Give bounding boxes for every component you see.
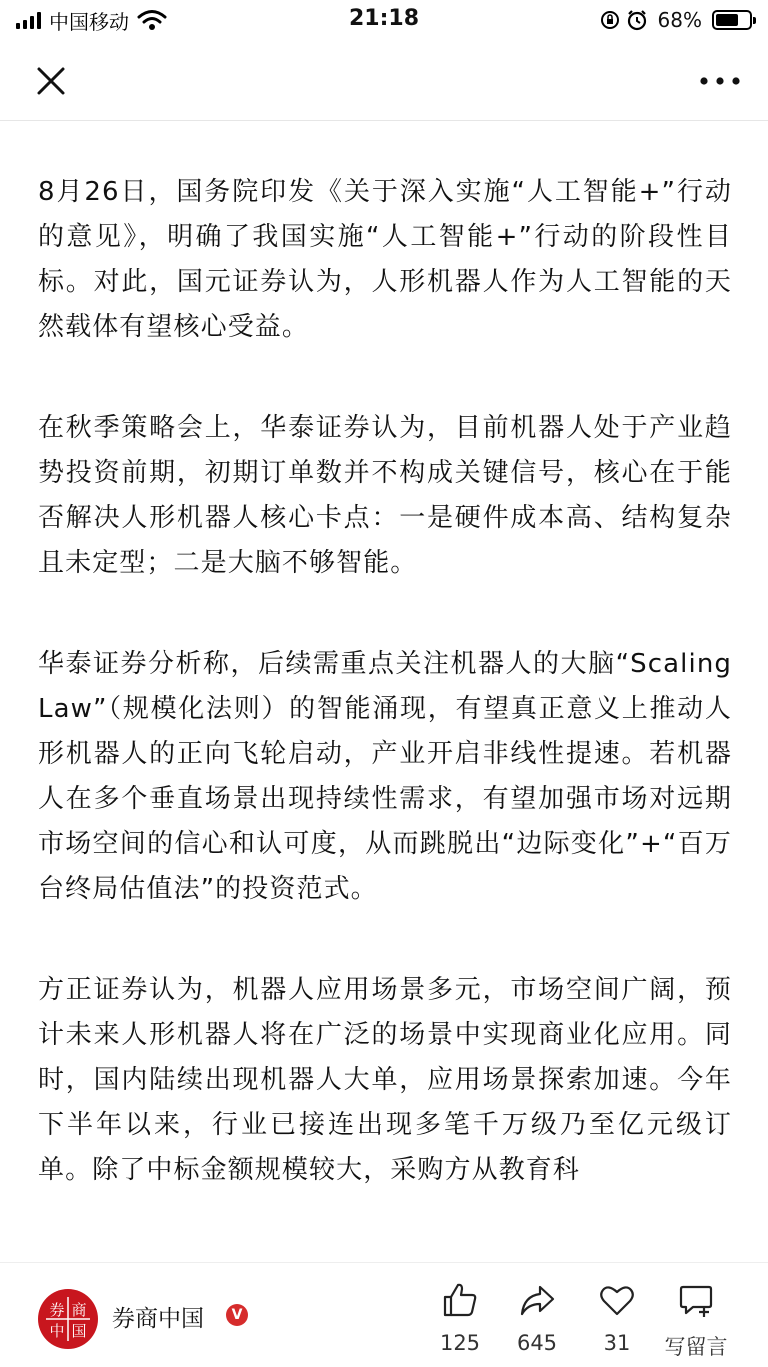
comment-button[interactable] (656, 1281, 736, 1361)
account-name[interactable]: 券商中国 (112, 1306, 204, 1332)
heart-icon (598, 1281, 636, 1319)
share-icon (518, 1281, 556, 1319)
article-paragraph: 8月26日，国务院印发《关于深入实施“人工智能+”行动的意见》，明确了我国实施“人工智能+”行动的阶段性目标。对此，国元证券认为，人形机器人作为人工智能的天然载体有望核心受益。 (38, 177, 732, 342)
battery-icon (712, 10, 752, 30)
rotation-lock-icon (600, 10, 620, 30)
close-icon[interactable] (28, 58, 74, 104)
share-button[interactable] (497, 1281, 577, 1355)
like-count: 125 (439, 1331, 481, 1355)
bottom-bar (0, 1262, 768, 1367)
status-bar (0, 0, 768, 40)
comment-label: 写留言 (664, 1335, 728, 1359)
favorite-count: 31 (603, 1331, 631, 1355)
status-time: 21:18 (348, 6, 420, 31)
article-body (38, 170, 732, 1249)
more-icon[interactable] (696, 58, 744, 104)
like-button[interactable] (420, 1281, 500, 1355)
svg-text:中: 中 (49, 1322, 65, 1340)
battery-percent: 68% (657, 8, 702, 32)
article-paragraph: 在秋季策略会上，华泰证券认为，目前机器人处于产业趋势投资前期，初期订单数并不构成关键信号，核心在于能否解决人形机器人核心卡点：一是硬件成本高、结构复杂且未定型；二是大脑不够智能。 (38, 413, 732, 578)
comment-icon (677, 1281, 715, 1319)
article-paragraph: 华泰证券分析称，后续需重点关注机器人的大脑“Scaling Law”（规模化法则）的智能涌现，有望真正意义上推动人形机器人的正向飞轮启动，产业开启非线性提速。若机器人在多个垂直场景出现持续性需求，有望加强市场对远期市场空间的信心和认可度，从而跳脱出“边际变化”+“百万台终局估值法”的投资范式。 (38, 649, 732, 904)
svg-text:国: 国 (71, 1322, 87, 1340)
article-paragraph: 方正证券认为，机器人应用场景多元，市场空间广阔，预计未来人形机器人将在广泛的场景中实现商业化应用。同时，国内陆续出现机器人大单，应用场景探索加速。今年下半年以来，行业已接连出现多笔千万级乃至亿元级订单。除了中标金额规模较大，采购方从教育科 (38, 975, 732, 1185)
account-logo[interactable] (38, 1289, 98, 1349)
thumbs-up-icon (441, 1281, 479, 1319)
alarm-icon (626, 9, 648, 31)
share-count: 645 (516, 1331, 558, 1355)
verified-badge: V (226, 1304, 248, 1326)
status-right (600, 8, 752, 32)
battery-level (716, 14, 738, 26)
svg-text:券: 券 (49, 1301, 65, 1319)
carrier-name: 中国移动 (49, 9, 129, 34)
nav-bar (0, 40, 768, 121)
favorite-button[interactable] (577, 1281, 657, 1355)
logo-seal (38, 1289, 98, 1349)
svg-text:商: 商 (71, 1301, 87, 1319)
